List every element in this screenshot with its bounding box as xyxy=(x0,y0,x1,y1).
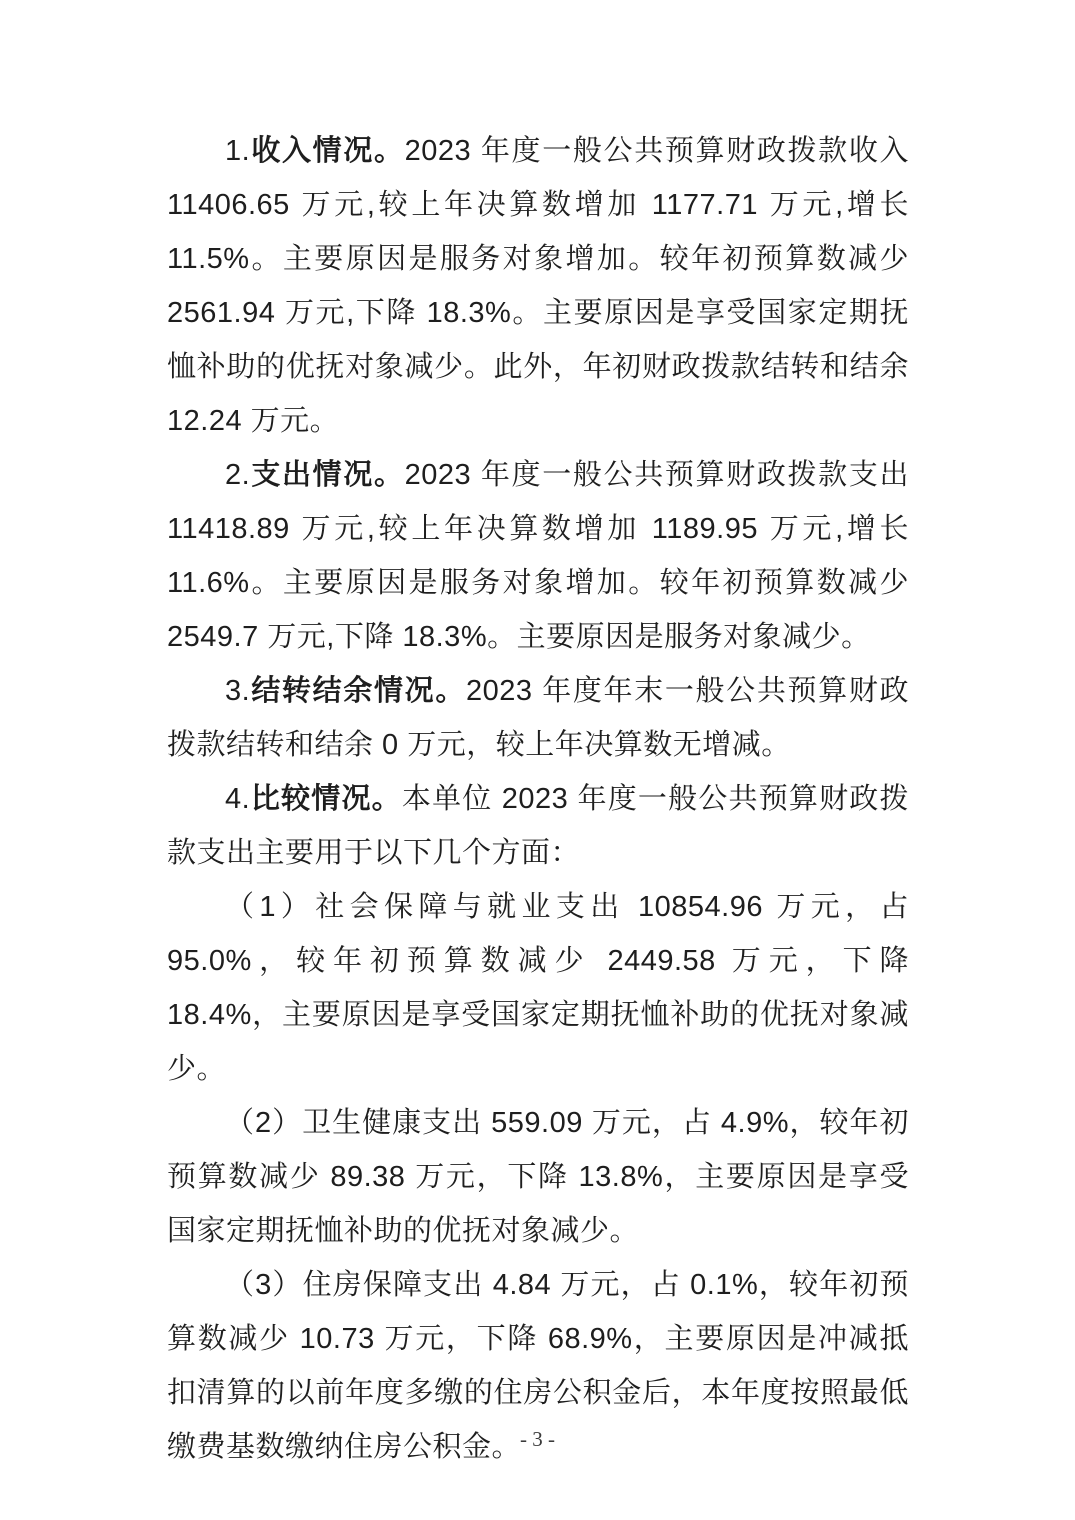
paragraph-body: 2023 年度一般公共预算财政拨款支出 11418.89 万元,较上年决算数增加 1189.95 万元,增长 11.6%。主要原因是服务对象增加。较年初预算数减少 2549.7 万元,下降 18.3%。主要原因是服务对象减少。 xyxy=(167,459,909,653)
page-number: - 3 - xyxy=(520,1427,555,1451)
paragraph-number: 1. xyxy=(225,135,251,167)
paragraph-carryover-balance-situation xyxy=(167,664,909,772)
paragraph-heading: 比较情况。 xyxy=(250,783,402,815)
paragraph-expenditure-situation xyxy=(167,448,909,664)
paragraph-number: 3. xyxy=(225,675,251,707)
paragraph-body: 本单位 2023 年度一般公共预算财政拨款支出主要用于以下几个方面： xyxy=(167,783,909,869)
paragraph-body: （2）卫生健康支出 559.09 万元，占 4.9%，较年初预算数减少 89.38 万元，下降 13.8%，主要原因是享受国家定期抚恤补助的优抚对象减少。 xyxy=(167,1107,909,1247)
paragraph-income-situation xyxy=(167,124,909,448)
paragraph-number: 4. xyxy=(225,783,251,815)
paragraph-body: 2023 年度一般公共预算财政拨款收入 11406.65 万元,较上年决算数增加 1177.71 万元,增长 11.5%。主要原因是服务对象增加。较年初预算数减少 2561.94 万元,下降 18.3%。主要原因是享受国家定期抚恤补助的优抚对象减少。此外，年初财政拨款结转和结余 12.24 万元。 xyxy=(167,135,909,437)
paragraph-heading: 结转结余情况。 xyxy=(250,675,466,707)
document-body-text xyxy=(167,124,909,1474)
paragraph-item-1-social-security-employment xyxy=(167,880,909,1096)
paragraph-comparison-situation xyxy=(167,772,909,880)
paragraph-body: （3）住房保障支出 4.84 万元，占 0.1%，较年初预算数减少 10.73 万元，下降 68.9%，主要原因是冲减抵扣清算的以前年度多缴的住房公积金后，本年度按照最低缴费基数缴纳住房公积金。 xyxy=(167,1269,909,1463)
paragraph-body: 2023 年度年末一般公共预算财政拨款结转和结余 0 万元，较上年决算数无增减。 xyxy=(167,675,909,761)
paragraph-item-2-health xyxy=(167,1096,909,1258)
paragraph-heading: 支出情况。 xyxy=(250,459,405,491)
paragraph-body: （1）社会保障与就业支出 10854.96 万元，占 95.0%，较年初预算数减少 2449.58 万元，下降 18.4%，主要原因是享受国家定期抚恤补助的优抚对象减少。 xyxy=(167,891,909,1085)
page-footer xyxy=(0,1424,1075,1454)
paragraph-number: 2. xyxy=(225,459,251,491)
paragraph-heading: 收入情况。 xyxy=(250,135,405,167)
